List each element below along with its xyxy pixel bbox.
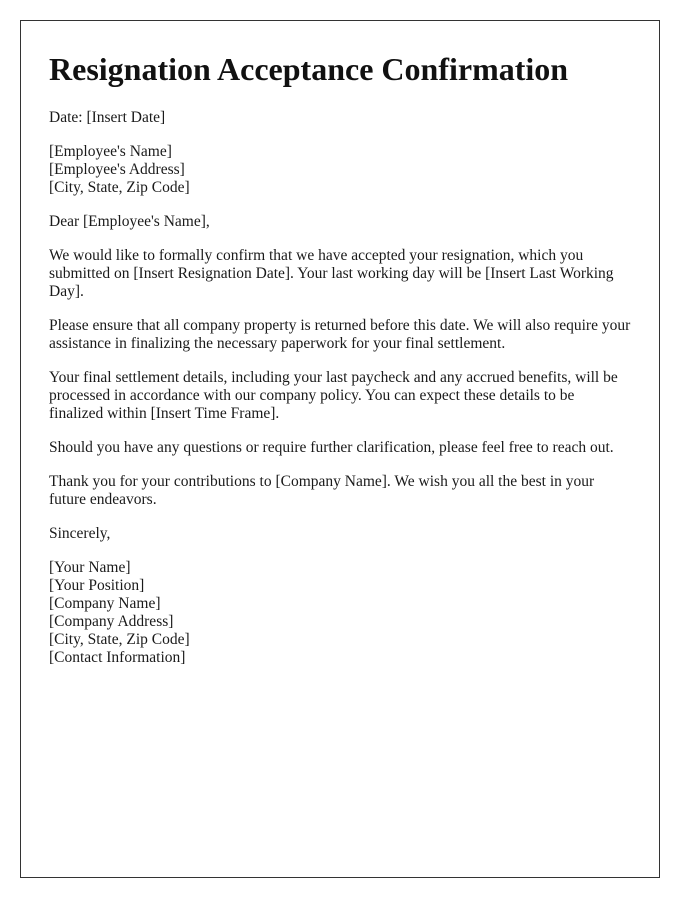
- signature-contact-information: [Contact Information]: [49, 649, 186, 666]
- date-line: Date: [Insert Date]: [49, 109, 166, 126]
- signature-city-state-zip: [City, State, Zip Code]: [49, 631, 190, 648]
- body-paragraph: Should you have any questions or require further clarification, please feel free to reach out.: [49, 439, 614, 456]
- signature-block: [49, 559, 631, 667]
- body-paragraph: Your final settlement details, including your last paycheck and any accrued benefits, will be processed in accordance with our company policy. You can expect these details to be finalized within [Insert Time Frame].: [49, 369, 618, 422]
- recipient-city-state-zip: [City, State, Zip Code]: [49, 179, 190, 196]
- closing: Sincerely,: [49, 525, 111, 542]
- recipient-name: [Employee's Name]: [49, 143, 172, 160]
- body-paragraph: Please ensure that all company property is returned before this date. We will also require your assistance in finalizing the necessary paperwork for your final settlement.: [49, 317, 631, 352]
- signature-company-name: [Company Name]: [49, 595, 161, 612]
- letter-page: [20, 20, 660, 878]
- body-paragraph: Thank you for your contributions to [Company Name]. We wish you all the best in your future endeavors.: [49, 473, 595, 508]
- signature-name: [Your Name]: [49, 559, 131, 576]
- recipient-address-block: [49, 143, 631, 197]
- salutation: Dear [Employee's Name],: [49, 213, 210, 230]
- body-paragraph: We would like to formally confirm that we have accepted your resignation, which you submitted on [Insert Resignation Date]. Your last working day will be [Insert Last Working Day].: [49, 247, 614, 300]
- letter-title: Resignation Acceptance Confirmation: [49, 51, 569, 87]
- signature-position: [Your Position]: [49, 577, 145, 594]
- recipient-address: [Employee's Address]: [49, 161, 185, 178]
- signature-company-address: [Company Address]: [49, 613, 174, 630]
